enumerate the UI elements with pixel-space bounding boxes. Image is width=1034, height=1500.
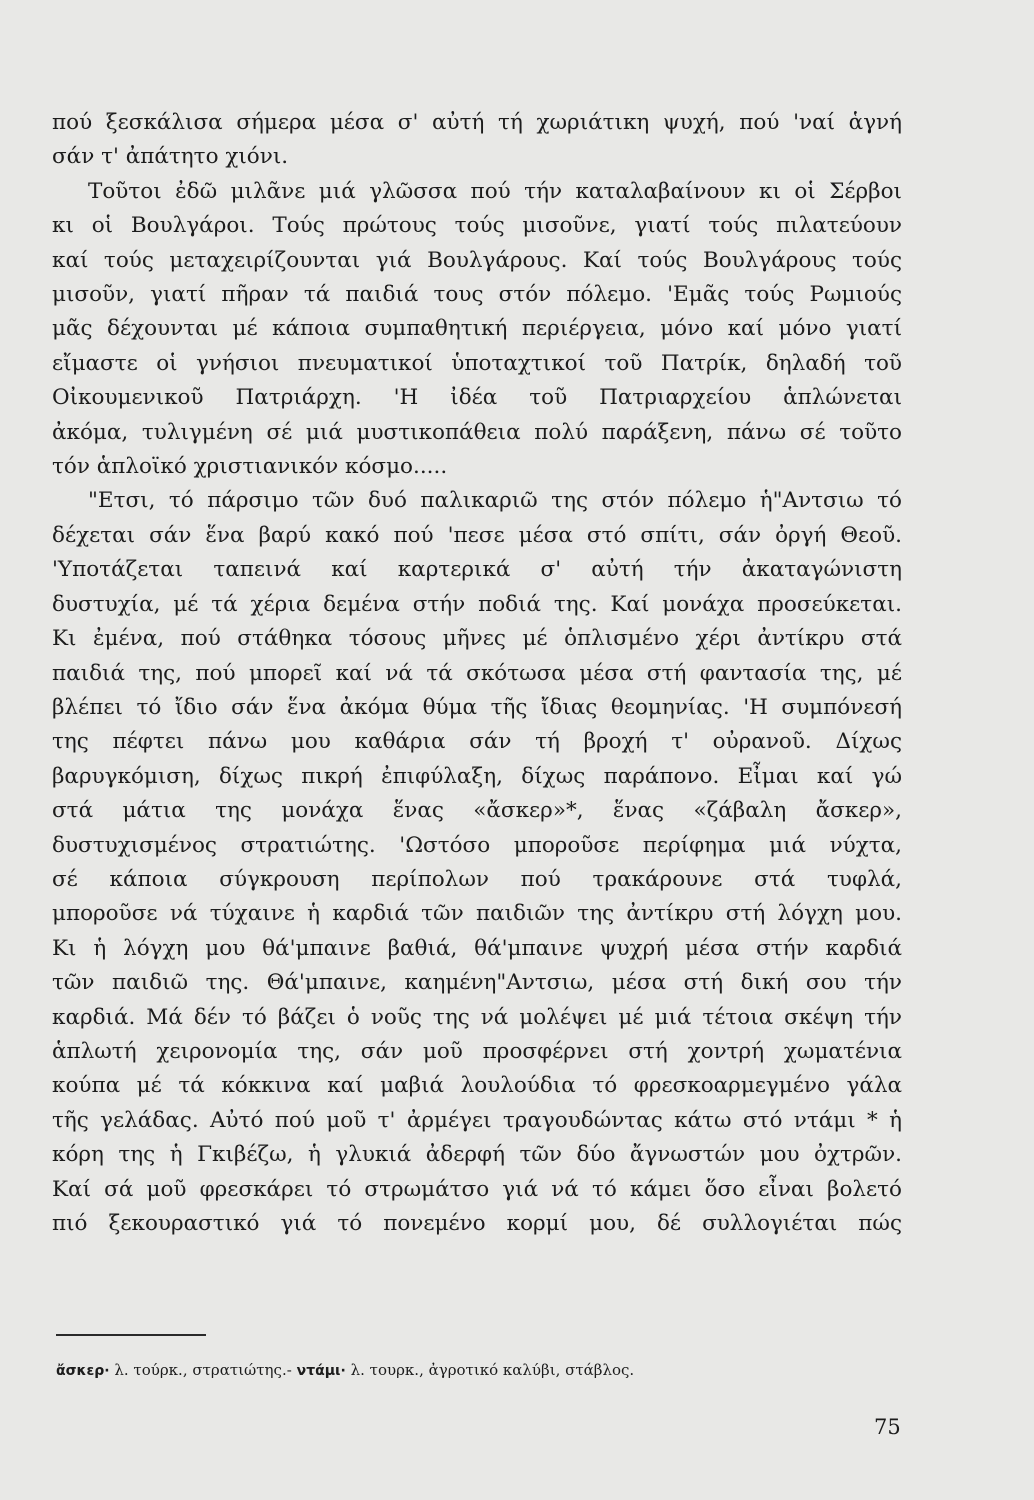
text-line: κούπα μέ τά κόκκινα καί μαβιά λουλούδια τό φρεσκοαρμεγμένο γάλα — [52, 1073, 902, 1099]
text-line: τῆς γελάδας. Αὐτό πού μοῦ τ' ἀρμέγει τραγουδώντας κάτω στό ντάμι * ἡ — [52, 1107, 902, 1133]
text-line: σάν τ' ἀπάτητο χιόνι. — [52, 144, 289, 170]
footnote-definition-asker: λ. τούρκ., στρατιώτης.- — [109, 1361, 292, 1379]
text-line: μποροῦσε νά τύχαινε ἡ καρδιά τῶν παιδιῶν της ἀντίκρυ στή λόγχη μου. — [52, 901, 902, 927]
text-line: δέχεται σάν ἕνα βαρύ κακό πού 'πεσε μέσα στό σπίτι, σάν ὀργή Θεοῦ. — [52, 522, 902, 548]
text-line: της πέφτει πάνω μου καθάρια σάν τή βροχή τ' οὐρανοῦ. Δίχως — [52, 729, 902, 755]
text-line: εἴμαστε οἱ γνήσιοι πνευματικοί ὑποταχτικοί τοῦ Πατρίκ, δηλαδή τοῦ — [52, 350, 902, 376]
text-line: Κι ἡ λόγχη μου θά'μπαινε βαθιά, θά'μπαινε ψυχρή μέσα στήν καρδιά — [52, 935, 902, 961]
text-line: πιό ξεκουραστικό γιά τό πονεμένο κορμί μου, δέ συλλογιέται πώς — [52, 1211, 902, 1236]
footnote — [56, 1360, 906, 1381]
text-line: μᾶς δέχουνται μέ κάποια συμπαθητική περιέργεια, μόνο καί μόνο γιατί — [52, 316, 902, 342]
text-line: τόν ἁπλοϊκό χριστιανικόν κόσμο..... — [52, 454, 448, 480]
footnote-definition-ntami: λ. τουρκ., ἀγροτικό καλύβι, στάβλος. — [345, 1361, 635, 1379]
text-line: Τοῦτοι ἐδῶ μιλᾶνε μιά γλῶσσα πού τήν καταλαβαίνουν κι οἱ Σέρβοι — [88, 178, 902, 204]
text-line: στά μάτια της μονάχα ἕνας «ἄσκερ»*, ἕνας «ζάβαλη ἄσκερ», — [52, 798, 902, 824]
text-line: 'Υποτάζεται ταπεινά καί καρτερικά σ' αὐτή τήν ἀκαταγώνιστη — [52, 557, 902, 583]
text-line: ἁπλωτή χειρονομία της, σάν μοῦ προσφέρνει στή χοντρή χωματένια — [52, 1038, 902, 1064]
text-line: τῶν παιδιῶ της. Θά'μπαινε, καημένη"Αντσιω, μέσα στή δική σου τήν — [52, 970, 902, 996]
text-line: μισοῦν, γιατί πῆραν τά παιδιά τους στόν πόλεμο. 'Εμᾶς τούς Ρωμιούς — [52, 282, 902, 308]
text-line: σέ κάποια σύγκρουση περίπολων πού τρακάρουνε στά τυφλά, — [52, 866, 902, 892]
text-line: Καί σά μοῦ φρεσκάρει τό στρωμάτσο γιά νά τό κάμει ὅσο εἶναι βολετό — [52, 1176, 902, 1202]
text-line: δυστυχία, μέ τά χέρια δεμένα στήν ποδιά της. Καί μονάχα προσεύκεται. — [52, 591, 902, 617]
text-line: καί τούς μεταχειρίζουνται γιά Βουλγάρους. Καί τούς Βουλγάρους τούς — [52, 247, 902, 273]
body-text — [52, 106, 902, 1241]
text-line: Κι ἐμένα, πού στάθηκα τόσους μῆνες μέ ὁπλισμένο χέρι ἀντίκρυ στά — [52, 626, 902, 652]
text-line: καρδιά. Μά δέν τό βάζει ὁ νοῦς της νά μολέψει μέ μιά τέτοια σκέψη τήν — [52, 1004, 902, 1030]
text-line: βαρυγκόμιση, δίχως πικρή ἐπιφύλαξη, δίχως παράπονο. Εἶμαι καί γώ — [52, 763, 902, 789]
text-line: δυστυχισμένος στρατιώτης. 'Ωστόσο μποροῦσε περίφημα μιά νύχτα, — [52, 832, 902, 858]
text-line: παιδιά της, πού μπορεῖ καί νά τά σκότωσα μέσα στή φαντασία της, μέ — [52, 660, 902, 686]
text-line: πού ξεσκάλισα σήμερα μέσα σ' αὐτή τή χωριάτικη ψυχή, πού 'ναί ἁγνή — [52, 110, 902, 135]
text-line: κι οἱ Βουλγάροι. Τούς πρώτους τούς μισοῦνε, γιατί τούς πιλατεύουν — [52, 213, 902, 239]
text-line: "Ετσι, τό πάρσιμο τῶν δυό παλικαριῶ της στόν πόλεμο ἡ"Αντσιω τό — [88, 488, 902, 514]
page-number: 75 — [874, 1415, 901, 1439]
text-line: κόρη της ἡ Γκιβέζω, ἡ γλυκιά ἀδερφή τῶν δύο ἄγνωστών μου ὀχτρῶν. — [52, 1142, 902, 1168]
text-line: ἀκόμα, τυλιγμένη σέ μιά μυστικοπάθεια πολύ παράξενη, πάνω σέ τοῦτο — [52, 419, 902, 445]
text-line: Οἰκουμενικοῦ Πατριάρχη. 'Η ἰδέα τοῦ Πατριαρχείου ἁπλώνεται — [52, 385, 902, 411]
footnote-term-ntami: ντάμι· — [291, 1363, 346, 1379]
footnote-divider — [56, 1334, 206, 1336]
text-line: βλέπει τό ἴδιο σάν ἕνα ἀκόμα θύμα τῆς ἴδιας θεομηνίας. 'Η συμπόνεσή — [52, 694, 902, 720]
footnote-term-asker: ἄσκερ· — [56, 1363, 110, 1379]
